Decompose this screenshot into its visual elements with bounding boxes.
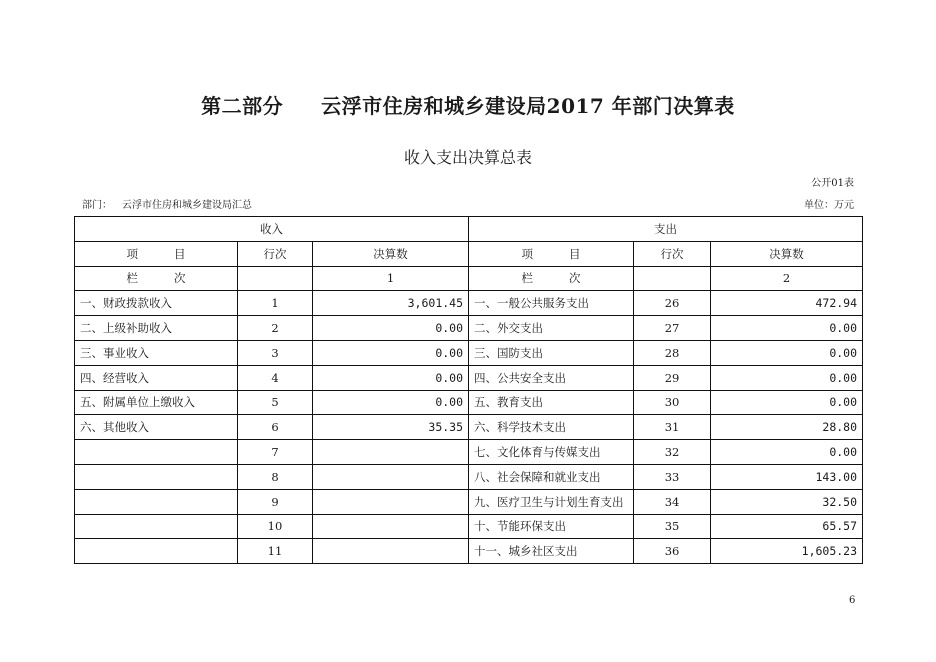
column-number-row	[75, 266, 863, 291]
header-char: 项	[521, 246, 534, 261]
income-row-no-header: 行次	[238, 241, 313, 266]
expense-item: 五、教育支出	[469, 390, 634, 415]
expense-row-no: 26	[634, 291, 711, 316]
income-amount	[313, 440, 469, 465]
unit-label: 单位：万元	[804, 200, 854, 211]
income-item: 六、其他收入	[75, 415, 238, 440]
header-char: 栏	[126, 271, 138, 286]
income-row-no: 11	[238, 539, 313, 564]
income-row-no: 2	[238, 316, 313, 341]
department-label: 部门：	[82, 200, 112, 211]
expense-amount: 0.00	[711, 440, 863, 465]
income-amount	[313, 514, 469, 539]
expense-item: 十、节能环保支出	[469, 514, 634, 539]
expense-amount-header: 决算数	[711, 241, 863, 266]
income-item: 二、上级补助收入	[75, 316, 238, 341]
column-header-row	[75, 241, 863, 266]
header-char: 次	[174, 271, 186, 286]
header-char: 项	[126, 246, 138, 261]
table-row	[75, 489, 863, 514]
section-header-row	[75, 217, 863, 242]
expense-amount: 472.94	[711, 291, 863, 316]
expense-amount: 0.00	[711, 365, 863, 390]
table-row	[75, 464, 863, 489]
expense-item: 一、一般公共服务支出	[469, 291, 634, 316]
expense-row-no: 35	[634, 514, 711, 539]
table-row	[75, 291, 863, 316]
page-title	[0, 90, 936, 119]
income-row-no: 7	[238, 440, 313, 465]
income-item: 五、附属单位上缴收入	[75, 390, 238, 415]
expense-row-no: 33	[634, 464, 711, 489]
expense-amount: 65.57	[711, 514, 863, 539]
part-label: 第二部分	[201, 94, 284, 118]
expense-header: 支出	[469, 217, 863, 242]
expense-row-no: 31	[634, 415, 711, 440]
header-char: 目	[569, 246, 581, 261]
header-char: 栏	[521, 271, 534, 286]
income-row-no: 5	[238, 390, 313, 415]
expense-amount: 32.50	[711, 489, 863, 514]
income-amount	[313, 489, 469, 514]
expense-lanci-label	[469, 266, 634, 291]
expense-amount: 0.00	[711, 316, 863, 341]
expense-lanci-empty	[634, 266, 711, 291]
table-row	[75, 415, 863, 440]
income-lanci-label	[75, 266, 238, 291]
income-amount-header: 决算数	[313, 241, 469, 266]
income-item	[75, 464, 238, 489]
income-row-no: 10	[238, 514, 313, 539]
table-subtitle: 收入支出决算总表	[403, 148, 532, 167]
expense-item: 四、公共安全支出	[469, 365, 634, 390]
expense-row-no: 30	[634, 390, 711, 415]
department-value: 云浮市住房和城乡建设局汇总	[122, 200, 252, 211]
income-amount: 35.35	[313, 415, 469, 440]
income-amount	[313, 539, 469, 564]
department-line	[82, 196, 252, 211]
income-item	[75, 514, 238, 539]
expense-item: 十一、城乡社区支出	[469, 539, 634, 564]
expense-item-header	[469, 241, 634, 266]
income-row-no: 4	[238, 365, 313, 390]
expense-amount: 28.80	[711, 415, 863, 440]
income-amount: 3,601.45	[313, 291, 469, 316]
expense-row-no: 32	[634, 440, 711, 465]
income-row-no: 6	[238, 415, 313, 440]
income-row-no: 1	[238, 291, 313, 316]
expense-amount: 143.00	[711, 464, 863, 489]
expense-item: 七、文化体育与传媒支出	[469, 440, 634, 465]
expense-item: 六、科学技术支出	[469, 415, 634, 440]
expense-row-no: 36	[634, 539, 711, 564]
table-row	[75, 514, 863, 539]
income-item	[75, 440, 238, 465]
expense-item: 二、外交支出	[469, 316, 634, 341]
income-item: 三、事业收入	[75, 340, 238, 365]
expense-item: 九、医疗卫生与计划生育支出	[469, 489, 634, 514]
form-number: 公开01表	[811, 178, 854, 189]
income-amount	[313, 464, 469, 489]
expense-item: 三、国防支出	[469, 340, 634, 365]
income-row-no: 9	[238, 489, 313, 514]
expense-item: 八、社会保障和就业支出	[469, 464, 634, 489]
expense-amount: 1,605.23	[711, 539, 863, 564]
income-item: 四、经营收入	[75, 365, 238, 390]
income-item	[75, 539, 238, 564]
page-number: 6	[849, 595, 856, 606]
report-title: 云浮市住房和城乡建设局2017 年部门决算表	[321, 94, 735, 118]
income-expense-table	[74, 216, 863, 564]
income-amount: 0.00	[313, 340, 469, 365]
table-row	[75, 440, 863, 465]
income-row-no: 3	[238, 340, 313, 365]
header-char: 次	[569, 271, 581, 286]
table-row	[75, 316, 863, 341]
income-amount: 0.00	[313, 316, 469, 341]
table-row	[75, 539, 863, 564]
expense-amount: 0.00	[711, 390, 863, 415]
income-lanci-empty	[238, 266, 313, 291]
table-row	[75, 340, 863, 365]
income-header: 收入	[75, 217, 469, 242]
expense-row-no: 34	[634, 489, 711, 514]
income-amount: 0.00	[313, 365, 469, 390]
table-row	[75, 365, 863, 390]
income-row-no: 8	[238, 464, 313, 489]
expense-row-no-header: 行次	[634, 241, 711, 266]
expense-row-no: 29	[634, 365, 711, 390]
income-amount: 0.00	[313, 390, 469, 415]
income-item: 一、财政拨款收入	[75, 291, 238, 316]
expense-column-number: 2	[711, 266, 863, 291]
expense-row-no: 28	[634, 340, 711, 365]
expense-amount: 0.00	[711, 340, 863, 365]
income-item	[75, 489, 238, 514]
income-column-number: 1	[313, 266, 469, 291]
header-char: 目	[174, 246, 186, 261]
expense-row-no: 27	[634, 316, 711, 341]
table-row	[75, 390, 863, 415]
income-item-header	[75, 241, 238, 266]
